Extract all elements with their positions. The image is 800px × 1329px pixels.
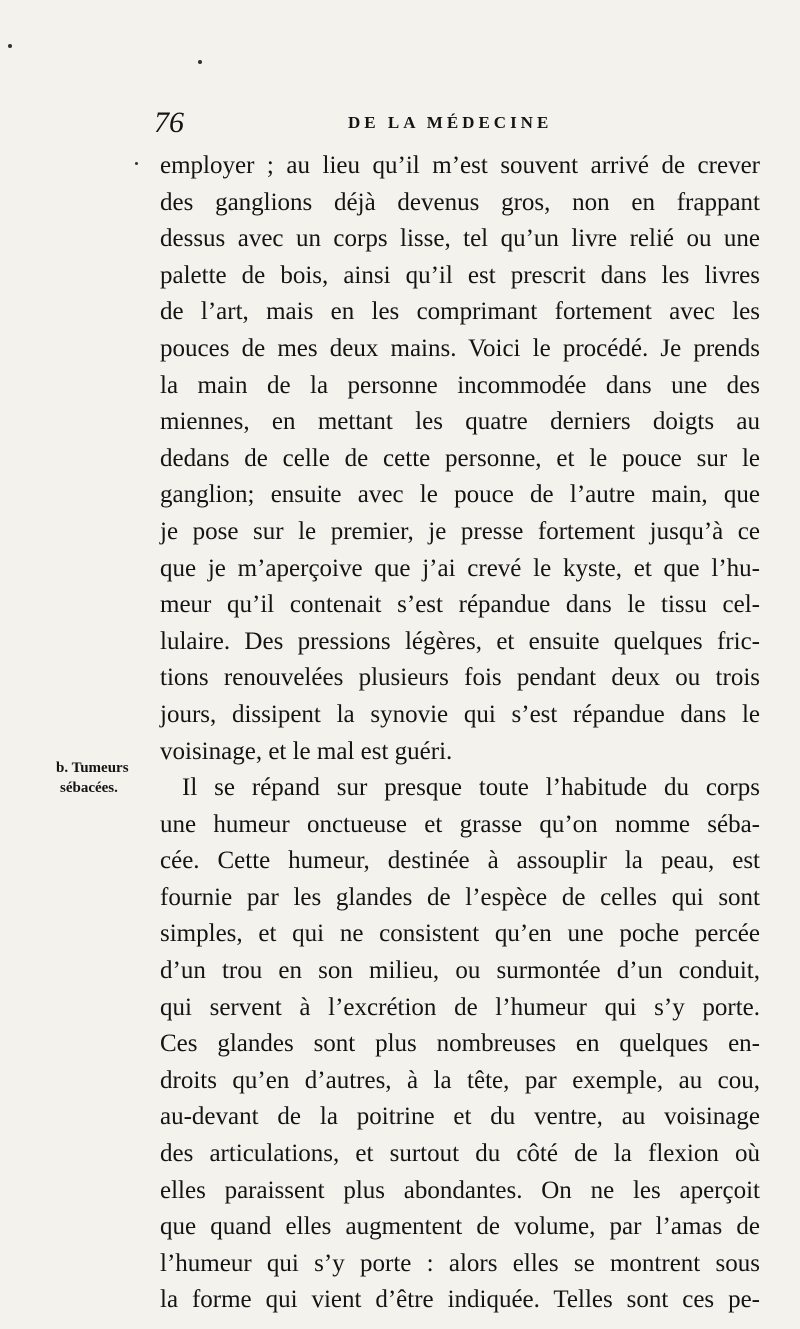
text-line: qui servent à l’excrétion de l’humeur qui s’y porte.	[160, 993, 760, 1021]
text-line: palette de bois, ainsi qu’il est prescrit dans les livres	[160, 261, 760, 289]
text-line: Il se répand sur presque toute l’habitude du corps	[182, 774, 760, 802]
text-line: la forme qui vient d’être indiquée. Telles sont ces pe-	[160, 1286, 760, 1314]
text-line: lulaire. Des pressions légères, et ensuite quelques fric-	[160, 627, 760, 655]
text-line: jours, dissipent la synovie qui s’est répandue dans le	[160, 700, 760, 728]
text-line: que je m’aperçoive que j’ai crevé le kyste, et que l’hu-	[160, 554, 760, 582]
text-line: des ganglions déjà devenus gros, non en frappant	[160, 188, 760, 216]
text-line: je pose sur le premier, je presse fortement jusqu’à ce	[160, 517, 760, 545]
text-line: meur qu’il contenait s’est répandue dans le tissu cel-	[160, 591, 760, 619]
text-line: cée. Cette humeur, destinée à assouplir la peau, est	[160, 847, 760, 875]
running-title: DE LA MÉDECINE	[348, 113, 553, 132]
text-line: miennes, en mettant les quatre derniers doigts au	[160, 408, 760, 436]
text-line: elles paraissent plus abondantes. On ne les aperçoit	[160, 1176, 760, 1204]
text-line: d’un trou en son milieu, ou surmontée d’un conduit,	[160, 957, 760, 985]
body-text	[160, 148, 760, 1319]
text-line: pouces de mes deux mains. Voici le procédé. Je prends	[160, 334, 760, 362]
text-line: de l’art, mais en les comprimant fortement avec les	[160, 298, 760, 326]
text-line: la main de la personne incommodée dans une des	[160, 371, 760, 399]
text-line: droits qu’en d’autres, à la tête, par exemple, au cou,	[160, 1066, 760, 1094]
text-line: une humeur onctueuse et grasse qu’on nomme séba-	[160, 810, 760, 838]
text-line: dessus avec un corps lisse, tel qu’un livre relié ou une	[160, 225, 760, 253]
text-line: au-devant de la poitrine et du ventre, au voisinage	[160, 1103, 760, 1131]
ink-speck	[135, 162, 138, 165]
ink-speck	[8, 44, 12, 48]
text-line: l’humeur qui s’y porte : alors elles se montrent sous	[160, 1249, 760, 1277]
page-number: 76	[154, 106, 184, 139]
text-line: que quand elles augmentent de volume, par l’amas de	[160, 1213, 760, 1241]
text-line: fournie par les glandes de l’espèce de celles qui sont	[160, 883, 760, 911]
text-line: ganglion; ensuite avec le pouce de l’autre main, que	[160, 481, 760, 509]
text-line: des articulations, et surtout du côté de la flexion où	[160, 1140, 760, 1168]
text-line: tions renouvelées plusieurs fois pendant deux ou trois	[160, 664, 760, 692]
text-line: Ces glandes sont plus nombreuses en quelques en-	[160, 1030, 760, 1058]
text-line: voisinage, et le mal est guéri.	[160, 737, 453, 765]
margin-note-line: b. Tumeurs	[56, 760, 129, 776]
margin-note-line: sébacées.	[60, 780, 118, 796]
margin-note	[56, 758, 156, 798]
ink-speck	[198, 60, 202, 64]
page-header	[150, 100, 770, 140]
text-line: employer ; au lieu qu’il m’est souvent arrivé de crever	[160, 152, 760, 179]
text-line: dedans de celle de cette personne, et le pouce sur le	[160, 444, 760, 472]
text-line: simples, et qui ne consistent qu’en une poche percée	[160, 920, 760, 948]
